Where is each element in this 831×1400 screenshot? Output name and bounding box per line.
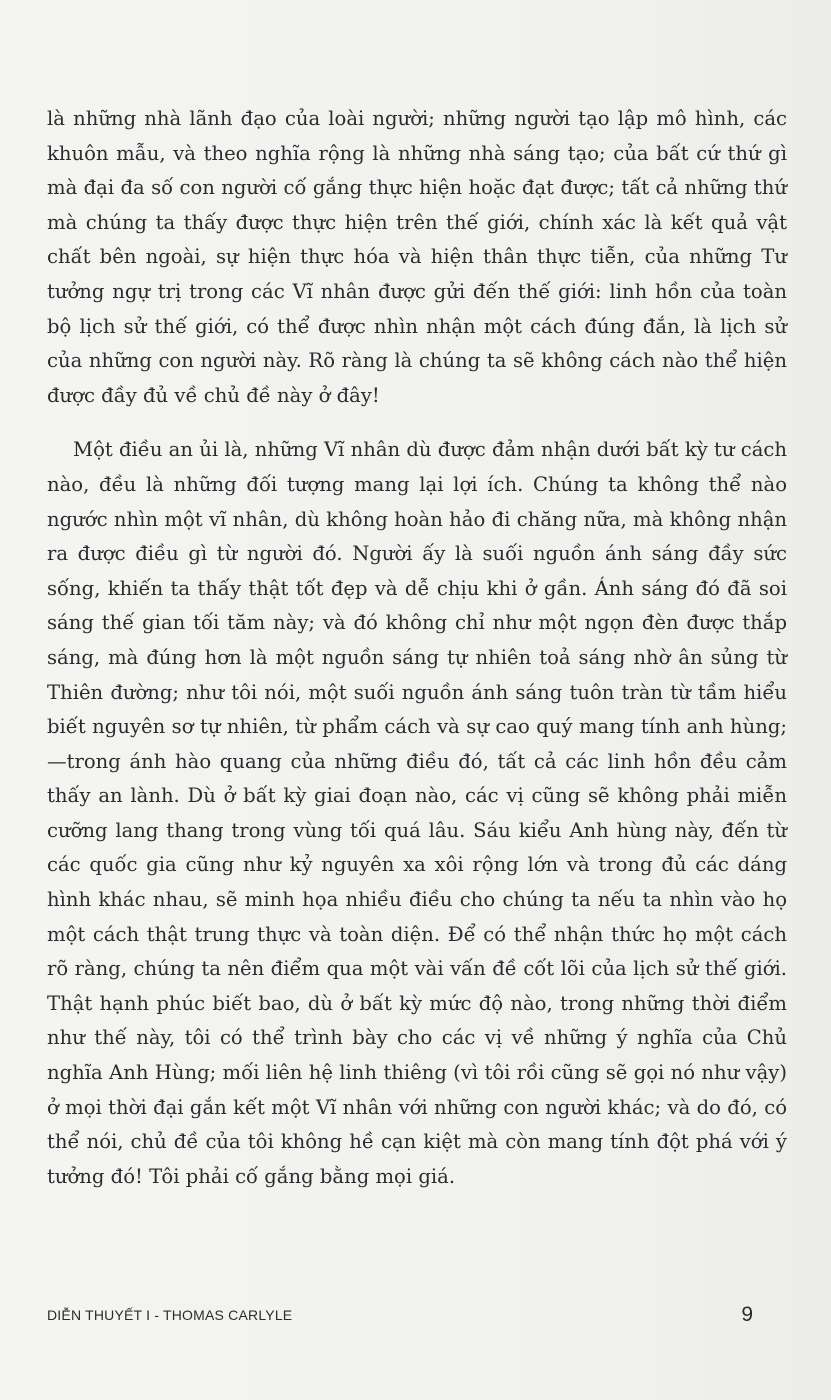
page-footer [47, 1300, 753, 1330]
body-text [47, 102, 787, 1194]
paragraph-1: là những nhà lãnh đạo của loài người; những người tạo lập mô hình, các khuôn mẫu, và theo nghĩa rộng là những nhà sáng tạo; của bất cứ thứ gì mà đại đa số con người cố gắng thực hiện hoặc đạt được; tất cả những thứ mà chúng ta thấy được thực hiện trên thế giới, chính xác là kết quả vật chất bên ngoài, sự hiện thực hóa và hiện thân thực tiễn, của những Tư tưởng ngự trị trong các Vĩ nhân được gửi đến thế giới: linh hồn của toàn bộ lịch sử thế giới, có thể được nhìn nhận một cách đúng đắn, là lịch sử của những con người này. Rõ ràng là chúng ta sẽ không cách nào thể hiện được đầy đủ về chủ đề này ở đây! [47, 107, 787, 407]
page-number: 9 [741, 1303, 753, 1326]
paragraph-2: Một điều an ủi là, những Vĩ nhân dù được đảm nhận dưới bất kỳ tư cách nào, đều là những đối tượng mang lại lợi ích. Chúng ta không thể nào ngước nhìn một vĩ nhân, dù không hoàn hảo đi chăng nữa, mà không nhận ra được điều gì từ người đó. Người ấy là suối nguồn ánh sáng đầy sức sống, khiến ta thấy thật tốt đẹp và dễ chịu khi ở gần. Ánh sáng đó đã soi sáng thế gian tối tăm này; và đó không chỉ như một ngọn đèn được thắp sáng, mà đúng hơn là một nguồn sáng tự nhiên toả sáng nhờ ân sủng từ Thiên đường; như tôi nói, một suối nguồn ánh sáng tuôn tràn từ tầm hiểu biết nguyên sơ tự nhiên, từ phẩm cách và sự cao quý mang tính anh hùng; —trong ánh hào quang của những điều đó, tất cả các linh hồn đều cảm thấy an lành. Dù ở bất kỳ giai đoạn nào, các vị cũng sẽ không phải miễn cưỡng lang thang trong vùng tối quá lâu. Sáu kiểu Anh hùng này, đến từ các quốc gia cũng như kỷ nguyên xa xôi rộng lớn và trong đủ các dáng hình khác nhau, sẽ minh họa nhiều điều cho chúng ta nếu ta nhìn vào họ một cách thật trung thực và toàn diện. Để có thể nhận thức họ một cách rõ ràng, chúng ta nên điểm qua một vài vấn đề cốt lõi của lịch sử thế giới. Thật hạnh phúc biết bao, dù ở bất kỳ mức độ nào, trong những thời điểm như thế này, tôi có thể trình bày cho các vị về những ý nghĩa của Chủ nghĩa Anh Hùng; mối liên hệ linh thiêng (vì tôi rồi cũng sẽ gọi nó như vậy) ở mọi thời đại gắn kết một Vĩ nhân với những con người khác; và do đó, có thể nói, chủ đề của tôi không hề cạn kiệt mà còn mang tính đột phá với ý tưởng đó! Tôi phải cố gắng bằng mọi giá. [47, 438, 787, 1188]
running-head: DIỄN THUYẾT I - THOMAS CARLYLE [47, 1307, 293, 1323]
